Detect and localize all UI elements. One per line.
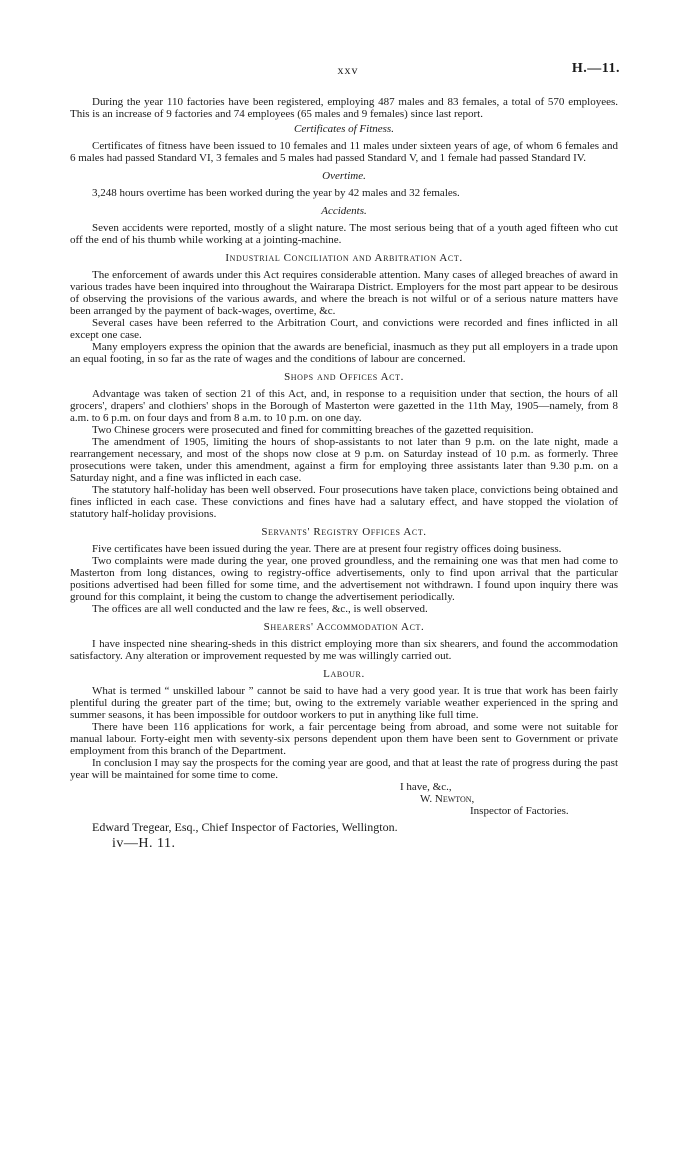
shops-paragraph-2: Two Chinese grocers were prosecuted and fined for committing breaches of the gazetted requisition. xyxy=(92,424,534,436)
shops-act-heading: Shops and Offices Act. xyxy=(284,371,404,383)
labour-paragraph-3: In conclusion I may say the prospects for the coming year are good, and that at least the rate of progress during the past year will be maintained for some time to come. xyxy=(70,757,618,781)
signoff-closing: I have, &c., xyxy=(400,781,452,793)
report-body xyxy=(70,96,618,850)
certificates-heading: Certificates of Fitness. xyxy=(294,123,394,135)
page-number: xxv xyxy=(337,63,359,77)
labour-heading: Labour. xyxy=(323,668,365,680)
accidents-paragraph: Seven accidents were reported, mostly of a slight nature. The most serious being that of a youth aged fifteen who cut off the end of his thumb while working at a jointing-machine. xyxy=(70,222,618,246)
shops-paragraph-3: The amendment of 1905, limiting the hours of shop-assistants to not later than 9 p.m. on the late night, made a rearrangement necessary, and most of the shops now close at 9 p.m. on Saturday instead of 10 p.m. as formerly. Three prosecutions were taken, under this amendment, against a firm for employing three assistants later than 9.30 p.m. on a Saturday night, and a fine was inflicted in each case. xyxy=(70,436,618,484)
industrial-paragraph-3: Many employers express the opinion that the awards are beneficial, inasmuch as they put all employers in a trade upon an equal footing, in so far as the rate of wages and the conditions of labour are concerned. xyxy=(70,341,618,365)
registry-paragraph-1: Five certificates have been issued during the year. There are at present four registry offices doing business. xyxy=(92,543,562,555)
labour-paragraph-2: There have been 116 applications for work, a fair percentage being from abroad, and some were not suitable for manual labour. Forty-eight men with seventy-six persons dependent upon them have been sent to Government or private employment from this branch of the Department. xyxy=(70,721,618,757)
signoff-name: W. Newton, xyxy=(420,793,475,805)
labour-paragraph-1: What is termed “ unskilled labour ” cannot be said to have had a very good year. It is true that work has been fairly plentiful during the greater part of the time; but, owing to the extremely variable weather experienced in the spring and summer seasons, it has been impossible for outdoor workers to put in anything like full time. xyxy=(70,685,618,721)
industrial-act-heading: Industrial Conciliation and Arbitration Act. xyxy=(225,252,463,264)
registry-paragraph-3: The offices are all well conducted and the law re fees, &c., is well observed. xyxy=(92,603,428,615)
shearers-act-heading: Shearers' Accommodation Act. xyxy=(263,621,425,633)
shearers-paragraph: I have inspected nine shearing-sheds in this district employing more than six shearers, and found the accommodation satisfactory. Any alteration or improvement requested by me was willingly carried out. xyxy=(70,638,618,662)
overtime-heading: Overtime. xyxy=(322,170,366,182)
signoff-title: Inspector of Factories. xyxy=(470,805,569,817)
industrial-paragraph-1: The enforcement of awards under this Act requires considerable attention. Many cases of alleged breaches of award in various trades have been inquired into throughout the Wairarapa District. Employers for the most part appear to be desirous of observing the provisions of the various awards, and where the breach is not wilful or of a serious nature matters have been arranged by the payment of back-wages, overtime, &c. xyxy=(70,269,618,317)
paper-reference: H.—11. xyxy=(571,61,620,76)
registry-act-heading: Servants' Registry Offices Act. xyxy=(261,526,427,538)
shops-paragraph-1: Advantage was taken of section 21 of this Act, and, in response to a requisition under that section, the hours of all grocers', drapers' and clothiers' shops in the Borough of Masterton were gazetted in the 11th May, 1905—namely, from 8 a.m. to 6 p.m. on four days and from 8 a.m. to 10 p.m. on one day. xyxy=(70,388,618,424)
footer-reference: iv—H. 11. xyxy=(112,836,176,851)
certificates-paragraph: Certificates of fitness have been issued to 10 females and 11 males under sixteen years of age, of whom 6 females and 6 males had passed Standard VI, 3 females and 5 males had passed Standard V, and 1 female had passed Standard IV. xyxy=(70,140,618,164)
addressee-line: Edward Tregear, Esq., Chief Inspector of Factories, Wellington. xyxy=(92,820,398,834)
accidents-heading: Accidents. xyxy=(321,205,367,217)
shops-paragraph-4: The statutory half-holiday has been well observed. Four prosecutions have taken place, convictions being obtained and fines inflicted in each case. These convictions and fines have had a salutary effect, and have stopped the violation of statutory half-holiday provisions. xyxy=(70,484,618,520)
industrial-paragraph-2: Several cases have been referred to the Arbitration Court, and convictions were recorded and fines inflicted in all except one case. xyxy=(70,317,618,341)
overtime-paragraph: 3,248 hours overtime has been worked during the year by 42 males and 32 females. xyxy=(92,187,460,199)
factories-paragraph: During the year 110 factories have been registered, employing 487 males and 83 females, a total of 570 employees. This is an increase of 9 factories and 74 employees (65 males and 9 females) since last report. xyxy=(70,96,618,120)
registry-paragraph-2: Two complaints were made during the year, one proved groundless, and the remaining one was that men had come to Masterton from long distances, owing to registry-office advertisements, only to find upon arrival that the particular positions advertised had been filled for some time, and the advertisement not withdrawn. I found upon inquiry there was ground for this complaint, it being the custom to change the advertisement periodically. xyxy=(70,555,618,603)
